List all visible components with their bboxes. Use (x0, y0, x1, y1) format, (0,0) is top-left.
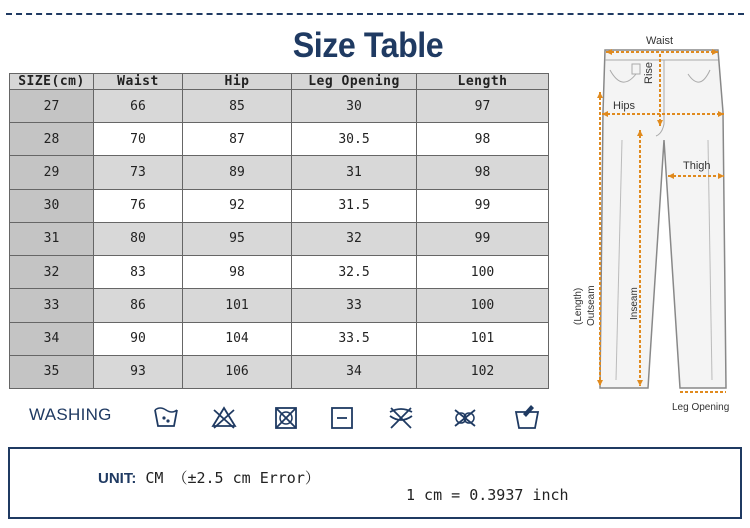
cell-leg-opening: 30 (292, 90, 417, 123)
table-row (10, 322, 549, 355)
label-thigh: Thigh (683, 160, 711, 172)
cell-size: 33 (10, 289, 94, 322)
header-length: Length (417, 74, 549, 90)
header-waist: Waist (94, 74, 183, 90)
no-tumble-dry-icon (272, 402, 300, 432)
cell-leg-opening: 33.5 (292, 322, 417, 355)
cell-size: 29 (10, 156, 94, 189)
cell-length: 98 (417, 156, 549, 189)
table-row (10, 256, 549, 289)
cell-leg-opening: 31 (292, 156, 417, 189)
cell-leg-opening: 34 (292, 355, 417, 388)
cell-waist: 80 (94, 222, 183, 255)
cell-length: 99 (417, 222, 549, 255)
table-header-row (10, 74, 549, 90)
table-row (10, 123, 549, 156)
cell-waist: 66 (94, 90, 183, 123)
table-row (10, 222, 549, 255)
unit-value: CM （±2.5 cm Error） (145, 469, 320, 487)
cell-hip: 106 (183, 355, 292, 388)
cell-size: 35 (10, 355, 94, 388)
cell-hip: 89 (183, 156, 292, 189)
table-row (10, 189, 549, 222)
label-hips: Hips (613, 100, 636, 112)
page-title: Size Table (292, 26, 444, 65)
unit-info-box (8, 447, 742, 519)
cell-waist: 93 (94, 355, 183, 388)
cell-size: 27 (10, 90, 94, 123)
table-row (10, 156, 549, 189)
cell-hip: 104 (183, 322, 292, 355)
cell-hip: 101 (183, 289, 292, 322)
wash-30-icon (152, 402, 180, 432)
cell-size: 32 (10, 256, 94, 289)
unit-conversion: 1 cm = 0.3937 inch (406, 486, 569, 504)
cell-hip: 85 (183, 90, 292, 123)
no-bleach-icon (210, 402, 238, 432)
cell-leg-opening: 33 (292, 289, 417, 322)
cell-waist: 70 (94, 123, 183, 156)
cell-size: 34 (10, 322, 94, 355)
iron-icon (513, 402, 541, 432)
cell-size: 31 (10, 222, 94, 255)
label-length: (Length) (573, 287, 584, 325)
top-dashed-divider (6, 13, 744, 15)
header-hip: Hip (183, 74, 292, 90)
label-outseam: Outseam (586, 285, 597, 326)
cell-length: 100 (417, 289, 549, 322)
cell-leg-opening: 30.5 (292, 123, 417, 156)
arrowhead (597, 92, 603, 98)
unit-label: UNIT: (98, 470, 137, 487)
cell-waist: 83 (94, 256, 183, 289)
cell-length: 101 (417, 322, 549, 355)
label-waist: Waist (646, 35, 674, 47)
label-inseam: Inseam (629, 287, 640, 320)
table-row (10, 289, 549, 322)
table-row (10, 90, 549, 123)
cell-hip: 87 (183, 123, 292, 156)
washing-label: WASHING (29, 405, 112, 424)
cell-length: 97 (417, 90, 549, 123)
cell-leg-opening: 32.5 (292, 256, 417, 289)
cell-waist: 86 (94, 289, 183, 322)
unit-line (98, 467, 320, 488)
cell-hip: 95 (183, 222, 292, 255)
dry-flat-icon (328, 402, 356, 432)
no-dry-clean-icon (451, 402, 479, 432)
header-size: SIZE(cm) (10, 74, 94, 90)
size-table (9, 73, 549, 389)
pants-measurement-diagram (560, 30, 745, 420)
cell-leg-opening: 32 (292, 222, 417, 255)
cell-size: 30 (10, 189, 94, 222)
header-leg-opening: Leg Opening (292, 74, 417, 90)
cell-length: 99 (417, 189, 549, 222)
cell-length: 98 (417, 123, 549, 156)
cell-size: 28 (10, 123, 94, 156)
label-rise: Rise (643, 61, 655, 84)
cell-length: 100 (417, 256, 549, 289)
table-row (10, 355, 549, 388)
cell-leg-opening: 31.5 (292, 189, 417, 222)
cell-hip: 92 (183, 189, 292, 222)
cell-waist: 76 (94, 189, 183, 222)
cell-hip: 98 (183, 256, 292, 289)
no-wring-icon (387, 402, 415, 432)
cell-waist: 73 (94, 156, 183, 189)
cell-length: 102 (417, 355, 549, 388)
cell-waist: 90 (94, 322, 183, 355)
label-leg-opening: Leg Opening (672, 402, 730, 413)
pants-illustration (560, 30, 745, 420)
